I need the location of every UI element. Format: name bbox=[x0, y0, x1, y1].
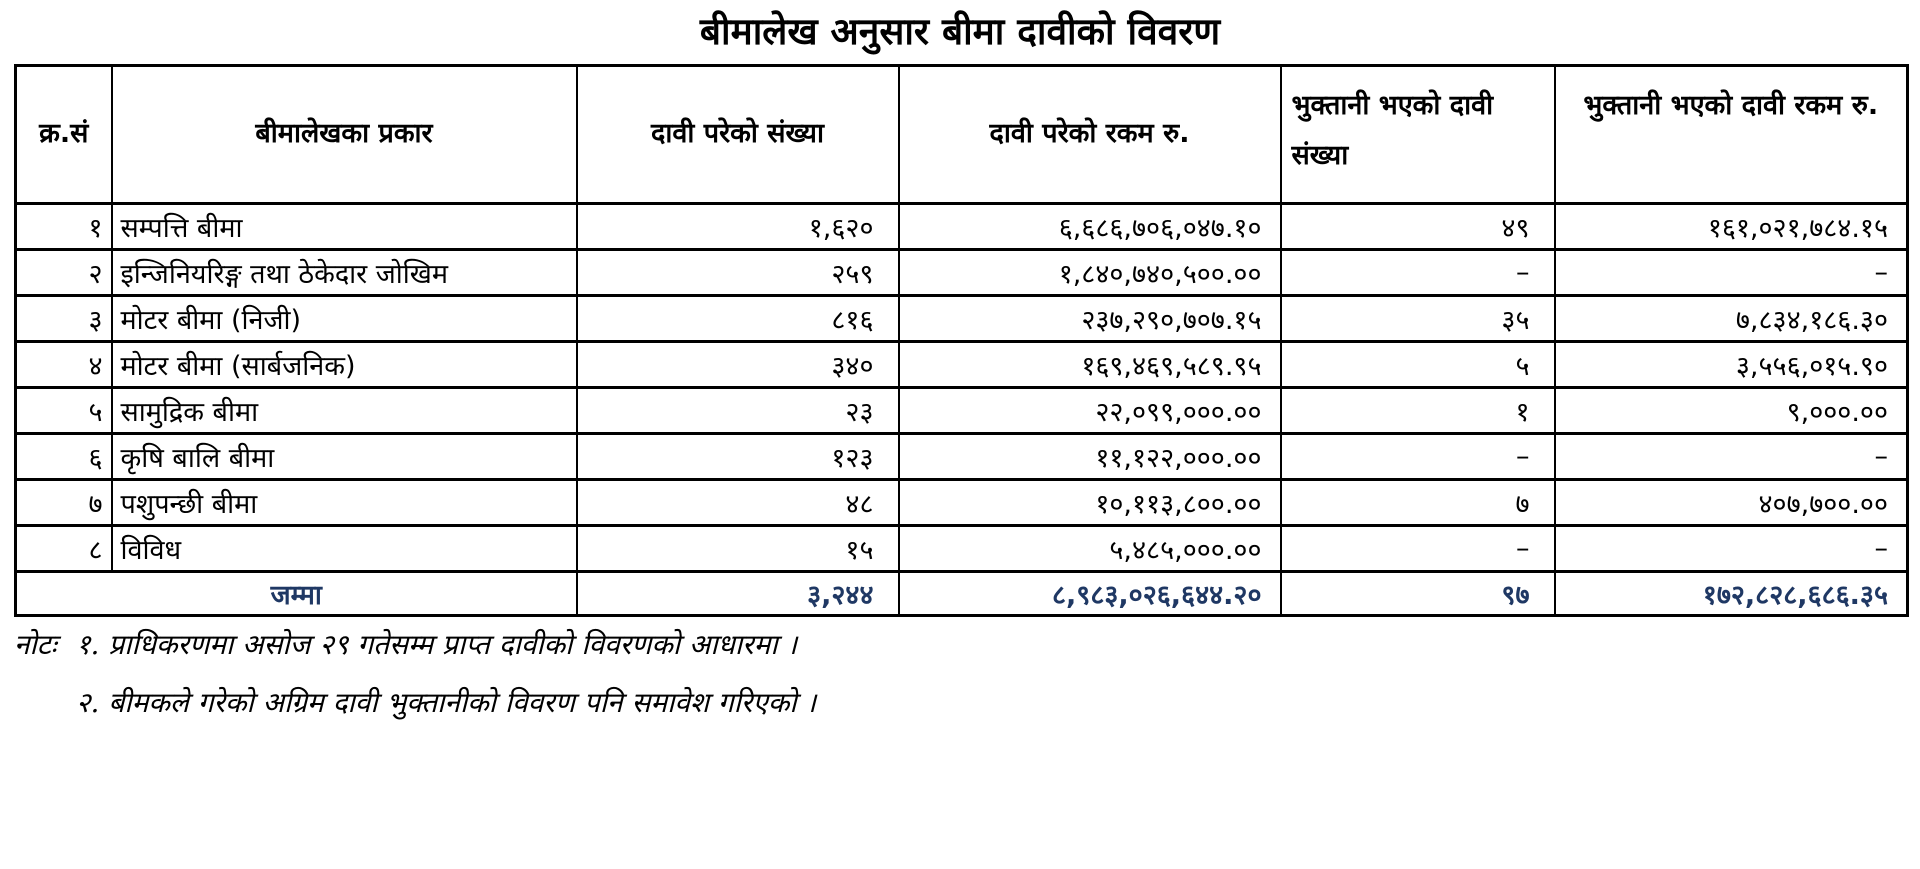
cell-paid-claims-amount: ९,०००.०० bbox=[1555, 387, 1908, 433]
cell-serial-number: ७ bbox=[16, 479, 112, 525]
table-row bbox=[16, 295, 1908, 341]
cell-serial-number: ८ bbox=[16, 525, 112, 571]
cell-paid-claims-amount: १६१,०२१,७८४.१५ bbox=[1555, 203, 1908, 249]
cell-claims-amount: ६,६८६,७०६,०४७.१० bbox=[899, 203, 1281, 249]
cell-paid-claims-amount: – bbox=[1555, 433, 1908, 479]
table-row bbox=[16, 203, 1908, 249]
notes-section bbox=[14, 625, 1906, 741]
cell-serial-number: ३ bbox=[16, 295, 112, 341]
table-row bbox=[16, 341, 1908, 387]
total-label: जम्मा bbox=[16, 571, 577, 615]
table-row bbox=[16, 433, 1908, 479]
cell-claims-count: २३ bbox=[577, 387, 899, 433]
cell-policy-type: कृषि बालि बीमा bbox=[112, 433, 577, 479]
header-paid-claims-count: भुक्तानी भएको दावी संख्या bbox=[1281, 65, 1555, 203]
notes-list bbox=[76, 625, 1906, 741]
table-row bbox=[16, 387, 1908, 433]
cell-serial-number: ५ bbox=[16, 387, 112, 433]
cell-policy-type: सामुद्रिक बीमा bbox=[112, 387, 577, 433]
cell-claims-count: २५९ bbox=[577, 249, 899, 295]
cell-serial-number: ६ bbox=[16, 433, 112, 479]
cell-policy-type: मोटर बीमा (सार्बजनिक) bbox=[112, 341, 577, 387]
header-claims-count: दावी परेको संख्या bbox=[577, 65, 899, 203]
cell-policy-type: इन्जिनियरिङ्ग तथा ठेकेदार जोखिम bbox=[112, 249, 577, 295]
total-claims-count: ३,२४४ bbox=[577, 571, 899, 615]
table-body bbox=[16, 203, 1908, 615]
table-header bbox=[16, 65, 1908, 203]
cell-claims-amount: ११,१२२,०००.०० bbox=[899, 433, 1281, 479]
cell-paid-claims-amount: ४०७,७००.०० bbox=[1555, 479, 1908, 525]
note-line bbox=[14, 625, 1906, 741]
cell-claims-amount: १,८४०,७४०,५००.०० bbox=[899, 249, 1281, 295]
cell-claims-amount: १६९,४६९,५८९.९५ bbox=[899, 341, 1281, 387]
cell-paid-claims-amount: ३,५५६,०१५.९० bbox=[1555, 341, 1908, 387]
cell-claims-count: ३४० bbox=[577, 341, 899, 387]
table-row bbox=[16, 479, 1908, 525]
header-row bbox=[16, 65, 1908, 203]
cell-paid-claims-count: – bbox=[1281, 249, 1555, 295]
cell-paid-claims-amount: ७,८३४,१८६.३० bbox=[1555, 295, 1908, 341]
header-paid-claims-amount: भुक्तानी भएको दावी रकम रु. bbox=[1555, 65, 1908, 203]
note-item-2: २. बीमकले गरेको अग्रिम दावी भुक्तानीको विवरण पनि समावेश गरिएको । bbox=[76, 685, 817, 719]
cell-claims-count: १,६२० bbox=[577, 203, 899, 249]
cell-paid-claims-amount: – bbox=[1555, 525, 1908, 571]
cell-claims-amount: २२,०९९,०००.०० bbox=[899, 387, 1281, 433]
cell-policy-type: विविध bbox=[112, 525, 577, 571]
note-item-1: १. प्राधिकरणमा असोज २९ गतेसम्म प्राप्त दावीको विवरणको आधारमा । bbox=[76, 627, 798, 661]
cell-paid-claims-count: ३५ bbox=[1281, 295, 1555, 341]
cell-claims-count: १५ bbox=[577, 525, 899, 571]
cell-policy-type: सम्पत्ति बीमा bbox=[112, 203, 577, 249]
header-policy-type: बीमालेखका प्रकार bbox=[112, 65, 577, 203]
cell-serial-number: ४ bbox=[16, 341, 112, 387]
cell-paid-claims-count: ५ bbox=[1281, 341, 1555, 387]
table-row bbox=[16, 249, 1908, 295]
cell-paid-claims-amount: – bbox=[1555, 249, 1908, 295]
cell-claims-amount: ५,४८५,०००.०० bbox=[899, 525, 1281, 571]
header-claims-amount: दावी परेको रकम रु. bbox=[899, 65, 1281, 203]
cell-claims-count: ८१६ bbox=[577, 295, 899, 341]
cell-claims-amount: १०,११३,८००.०० bbox=[899, 479, 1281, 525]
cell-policy-type: पशुपन्छी बीमा bbox=[112, 479, 577, 525]
cell-claims-count: ४८ bbox=[577, 479, 899, 525]
total-paid-amount: १७२,८२८,६८६.३५ bbox=[1555, 571, 1908, 615]
claims-table bbox=[14, 64, 1909, 617]
cell-paid-claims-count: – bbox=[1281, 433, 1555, 479]
cell-paid-claims-count: ७ bbox=[1281, 479, 1555, 525]
page-title: बीमालेख अनुसार बीमा दावीको विवरण bbox=[699, 10, 1221, 53]
cell-paid-claims-count: १ bbox=[1281, 387, 1555, 433]
cell-serial-number: २ bbox=[16, 249, 112, 295]
cell-serial-number: १ bbox=[16, 203, 112, 249]
table-row bbox=[16, 525, 1908, 571]
cell-claims-count: १२३ bbox=[577, 433, 899, 479]
header-serial-number: क्र.सं bbox=[16, 65, 112, 203]
cell-paid-claims-count: – bbox=[1281, 525, 1555, 571]
notes-prefix: नोटः bbox=[14, 627, 57, 661]
cell-policy-type: मोटर बीमा (निजी) bbox=[112, 295, 577, 341]
total-row bbox=[16, 571, 1908, 615]
cell-claims-amount: २३७,२९०,७०७.१५ bbox=[899, 295, 1281, 341]
total-claims-amount: ८,९८३,०२६,६४४.२० bbox=[899, 571, 1281, 615]
cell-paid-claims-count: ४९ bbox=[1281, 203, 1555, 249]
total-paid-count: ९७ bbox=[1281, 571, 1555, 615]
